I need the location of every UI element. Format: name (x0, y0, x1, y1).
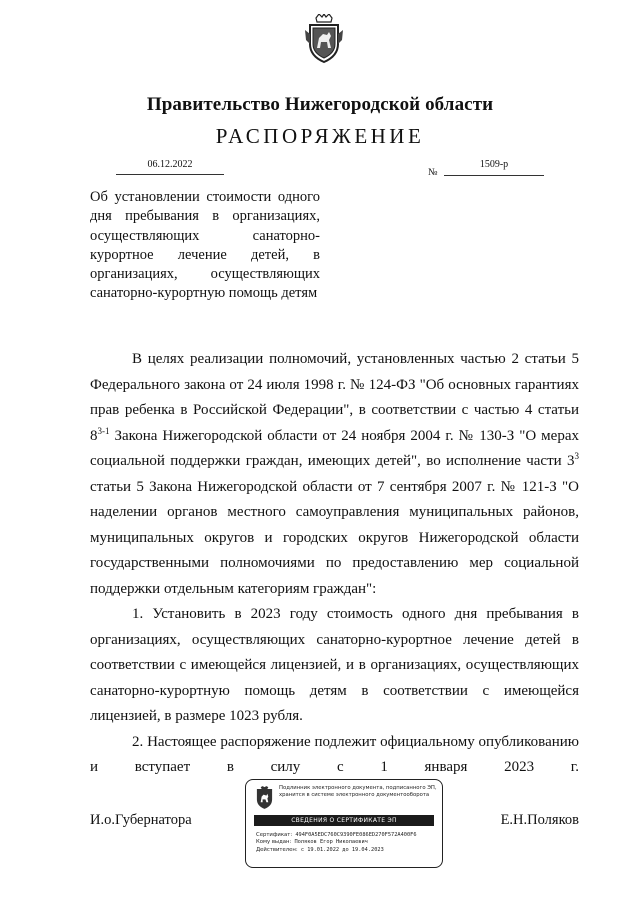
coat-of-arms-icon (255, 786, 274, 810)
stamp-details (256, 832, 438, 854)
validity-value: с 19.01.2022 до 19.04.2023 (300, 846, 384, 853)
superscript-2: 3 (574, 451, 579, 461)
stamp-header-line-1: Подлинник электронного документа, подписанного ЭП, (279, 785, 437, 791)
preamble-text-3: статьи 5 Закона Нижегородской области от 7 сентября 2007 г. № 121-З "О наделении органов местного самоуправления муниципальных районов, муниципальных округов и городских округов Нижегородской области государственными полномочиями по предоставлению мер социальной поддержки отдельным категориям граждан": (90, 478, 579, 597)
e-signature-stamp (245, 779, 443, 868)
document-date: 06.12.2022 (116, 159, 224, 175)
preamble-paragraph (90, 347, 579, 602)
issued-to-row (256, 839, 438, 846)
certificate-value: 494F0A5EDC760C9390FE086ED270F572A400F6 (295, 832, 417, 838)
stamp-title: СВЕДЕНИЯ О СЕРТИФИКАТЕ ЭП (254, 815, 434, 826)
issued-to-label: Кому выдан: (256, 839, 292, 846)
certificate-label: Сертификат: (256, 832, 293, 838)
signer-role: И.о.Губернатора (90, 812, 192, 828)
document-type: РАСПОРЯЖЕНИЕ (215, 124, 425, 148)
item-2: 2. Настоящее распоряжение подлежит официальному опубликованию и вступает в силу с 1 января 2023 г. (90, 733, 579, 775)
coat-of-arms-icon (304, 14, 344, 64)
validity-row (256, 847, 438, 854)
certificate-row (256, 832, 438, 839)
document-subject: Об установлении стоимости одного дня пребывания в организациях, осуществляющих санаторно-курортное лечение детей, в организациях, осуществляющих санаторно-курортную помощь детям (90, 189, 320, 302)
government-title: Правительство Нижегородской области (146, 94, 494, 115)
stamp-header (279, 785, 437, 798)
document-body (90, 347, 579, 781)
superscript-1: 3-1 (97, 425, 110, 436)
signer-name: Е.Н.Поляков (500, 812, 579, 828)
stamp-header-line-2: хранится в системе электронного документооборота (279, 791, 430, 798)
issued-to-value: Поляков Егор Николаевич (294, 839, 368, 846)
document-number: 1509-р (444, 159, 544, 176)
number-sign: № (428, 167, 438, 178)
preamble-text-2: Закона Нижегородской области от 24 ноября 2004 г. № 130-З "О мерах социальной поддержки граждан, имеющих детей", во исполнение части 3 (90, 427, 579, 469)
preamble-text-1: В целях реализации полномочий, установленных частью 2 статьи 5 Федерального закона от 24 июля 1998 г. № 124-ФЗ "Об основных гарантиях прав ребенка в Российской Федерации", в соответствии с частью 4 статьи 8 (90, 351, 579, 444)
validity-label: Действителен: (256, 846, 298, 853)
item-1: 1. Установить в 2023 году стоимость одного дня пребывания в организациях, осуществляющих санаторно-курортное лечение детей в соответствии с имеющейся лицензией, и в организациях, осуществляющих санаторно-курортную помощь детям в соответствии с имеющейся лицензией, в размере 1023 рубля. (90, 606, 579, 724)
